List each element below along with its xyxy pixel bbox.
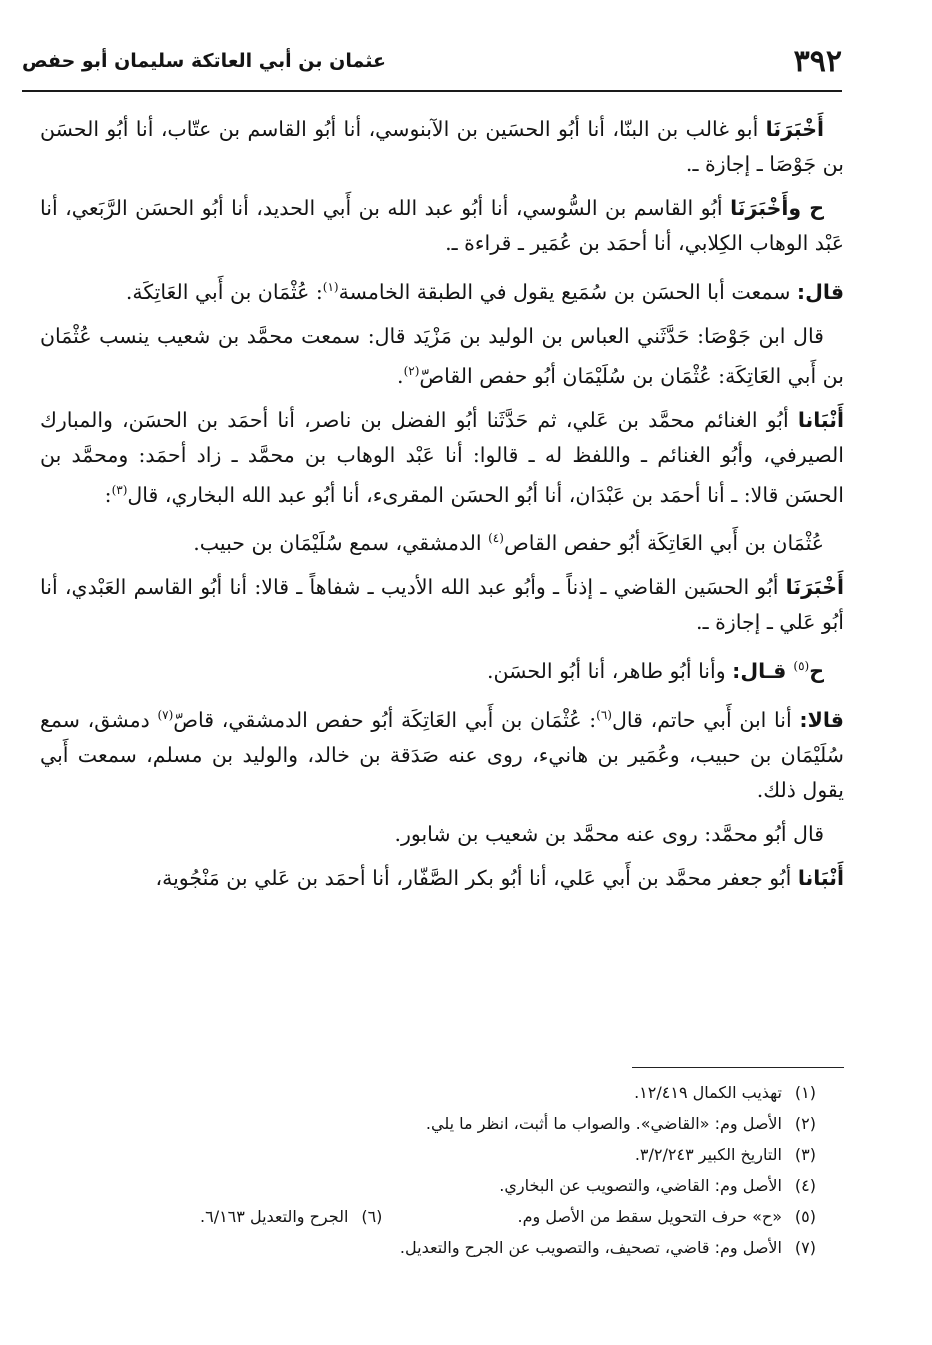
footnote-ref[interactable]: (٣): [111, 482, 128, 497]
footnote-text: الأصل وم: قاضي، تصحيف، والتصويب عن الجرح والتعديل.: [399, 1238, 782, 1257]
footnote-number: (١): [794, 1083, 816, 1102]
paragraph: [40, 319, 844, 394]
footnote-number: (٦): [361, 1207, 383, 1226]
paragraph-lead: أَنْبَانا: [797, 865, 844, 890]
paragraph: [40, 521, 844, 561]
footnote-ref[interactable]: (٢): [403, 363, 420, 378]
paragraph-lead-2: قـال:: [732, 659, 794, 684]
footnote-number: (٢): [794, 1114, 816, 1133]
footnote: [120, 1077, 816, 1108]
footnote-number: (٣): [794, 1145, 816, 1164]
paragraph-text: أبُو القاسم بن السُّوسي، أنا أبُو عبد الله بن أَبي الحديد، أنا أبُو الحسَن الرَّبَعي، أنا عَبْد الوهاب الكِلابي، أنا أحمَد بن عُمَير ـ قراءة ـ.: [40, 196, 844, 255]
paragraph-text: أنا ابن أَبي حاتم، قال: [611, 707, 800, 732]
paragraph: [40, 112, 844, 182]
footnote-text: الجرح والتعديل ٦/١٦٣.: [200, 1207, 349, 1226]
paragraph: [40, 270, 844, 310]
paragraph-lead: أَنْبَانا: [797, 407, 844, 432]
footnote-text: التاريخ الكبير ٣/٢/٢٤٣.: [634, 1145, 782, 1164]
paragraph-tail: : عُثْمَان بن أَبي العَاتِكَة.: [125, 279, 323, 304]
paragraph-text: أبُو الغنائم محمَّد بن عَلي، ثم حَدَّثَنا أبُو الفضل بن ناصر، أنا أحمَد بن الحسَن، والمبارك الصيرفي، وأبُو الغنائم ـ واللفظ له ـ قالوا: أنا عَبْد الوهاب بن محمَّد ـ زاد أحمَد: ومحمَّد بن الحسَن قالا: ـ أنا أحمَد بن عَبْدَان، أنا أبُو الحسَن المقرىء، أنا أبُو عبد الله البخاري، قال: [40, 407, 844, 507]
paragraph: [40, 403, 844, 513]
paragraph-lead: قالا:: [799, 707, 844, 732]
paragraph-text: عُثْمَان بن أَبي العَاتِكَة أبُو حفص القاص: [503, 531, 824, 556]
paragraph-text: وأنا أبُو طاهر، أنا أبُو الحسَن.: [486, 659, 733, 684]
footnote-ref[interactable]: (٦): [596, 708, 612, 723]
paragraph: [40, 191, 844, 261]
paragraph: [40, 698, 844, 808]
footnote-text: الأصل وم: «القاضي». والصواب ما أثبت، انظر ما يلي.: [425, 1114, 782, 1133]
paragraph-text: أبُو الحسَين القاضي ـ إذناً ـ وأبُو عبد الله الأديب ـ شفاهاً ـ قالا: أنا أبُو القاسم العَبْدي، أنا أبُو عَلي ـ إجازة ـ.: [40, 575, 844, 635]
footnote-number: (٤): [794, 1176, 816, 1195]
footnote: [120, 1170, 816, 1201]
paragraph: [40, 570, 844, 640]
paragraph-tail: الدمشقي، سمع سُلَيْمَان بن حبيب.: [193, 531, 489, 556]
paragraph: [40, 817, 844, 852]
footnote: [120, 1108, 816, 1139]
footnote-ref[interactable]: (٥): [793, 659, 810, 674]
footnote-number: (٧): [794, 1238, 816, 1257]
footnote-text: الأصل وم: القاضي، والتصويب عن البخاري.: [499, 1176, 782, 1195]
footnote: [120, 1232, 816, 1263]
page-header: [22, 42, 842, 92]
paragraph-tail: : عُثْمَان بن أَبي العَاتِكَة أبُو حفص الدمشقي، قاصّ: [173, 707, 597, 732]
footnote-ref[interactable]: (١): [322, 280, 339, 294]
paragraph-tail-2: دمشق، سمع سُلَيْمَان بن حبيب، وعُمَير بن هانيء، روى عنه صَدَقة بن خالد، والوليد بن مسلم، سمعت أَبي يقول ذلك.: [40, 707, 844, 802]
footnote-ref[interactable]: (٤): [488, 531, 504, 546]
paragraph-lead: أَخْبَرَنَا: [785, 575, 844, 600]
footnote-separator: [632, 1067, 844, 1068]
running-head: عثمان بن أبي العاتكة سليمان أبو حفص: [22, 50, 386, 72]
footnote-text: «ح» حرف التحويل سقط من الأصل وم.: [517, 1207, 782, 1226]
paragraph-lead: قال:: [796, 279, 844, 304]
paragraph-lead: أَخْبَرَنَا: [765, 117, 824, 141]
paragraph-lead: ح: [809, 659, 824, 684]
page-number: ٣٩٢: [793, 44, 842, 79]
footnotes: [120, 1077, 816, 1263]
main-text: [40, 112, 844, 905]
paragraph: [40, 649, 844, 689]
paragraph-tail: .: [397, 363, 404, 388]
footnote-inline: [200, 1201, 382, 1232]
footnote: [120, 1139, 816, 1170]
paragraph-text: سمعت أبا الحسَن بن سُمَيع يقول في الطبقة الخامسة: [338, 279, 797, 304]
footnote-ref[interactable]: (٧): [157, 708, 174, 723]
paragraph: [40, 861, 844, 896]
footnote-text: تهذيب الكمال ١٢/٤١٩.: [634, 1083, 782, 1102]
footnote: [120, 1201, 816, 1232]
paragraph-text: أبُو جعفر محمَّد بن أَبي عَلي، أنا أبُو بكر الصَّفّار، أنا أحمَد بن عَلي بن مَنْجُوية،: [155, 865, 798, 890]
paragraph-lead: ح وأَخْبَرَنَا: [730, 196, 824, 220]
footnote-number: (٥): [794, 1207, 816, 1226]
paragraph-text: أبو غالب بن البنّا، أنا أبُو الحسَين بن الآبنوسي، أنا أبُو القاسم بن عتّاب، أنا أبُو الحسَن بن جَوْصَا ـ إجازة ـ.: [40, 117, 844, 176]
paragraph-text: قال أبُو محمَّد: روى عنه محمَّد بن شعيب بن شابور.: [394, 821, 824, 846]
paragraph-tail: :: [104, 482, 112, 507]
paragraph-text: قال ابن جَوْصَا: حَدَّثَني العباس بن الوليد بن مَزْيَد قال: سمعت محمَّد بن شعيب ينسب عُثْمَان بن أَبي العَاتِكَة: عُثْمَان بن سُلَيْمَان أبُو حفص القاصّ: [40, 323, 844, 388]
